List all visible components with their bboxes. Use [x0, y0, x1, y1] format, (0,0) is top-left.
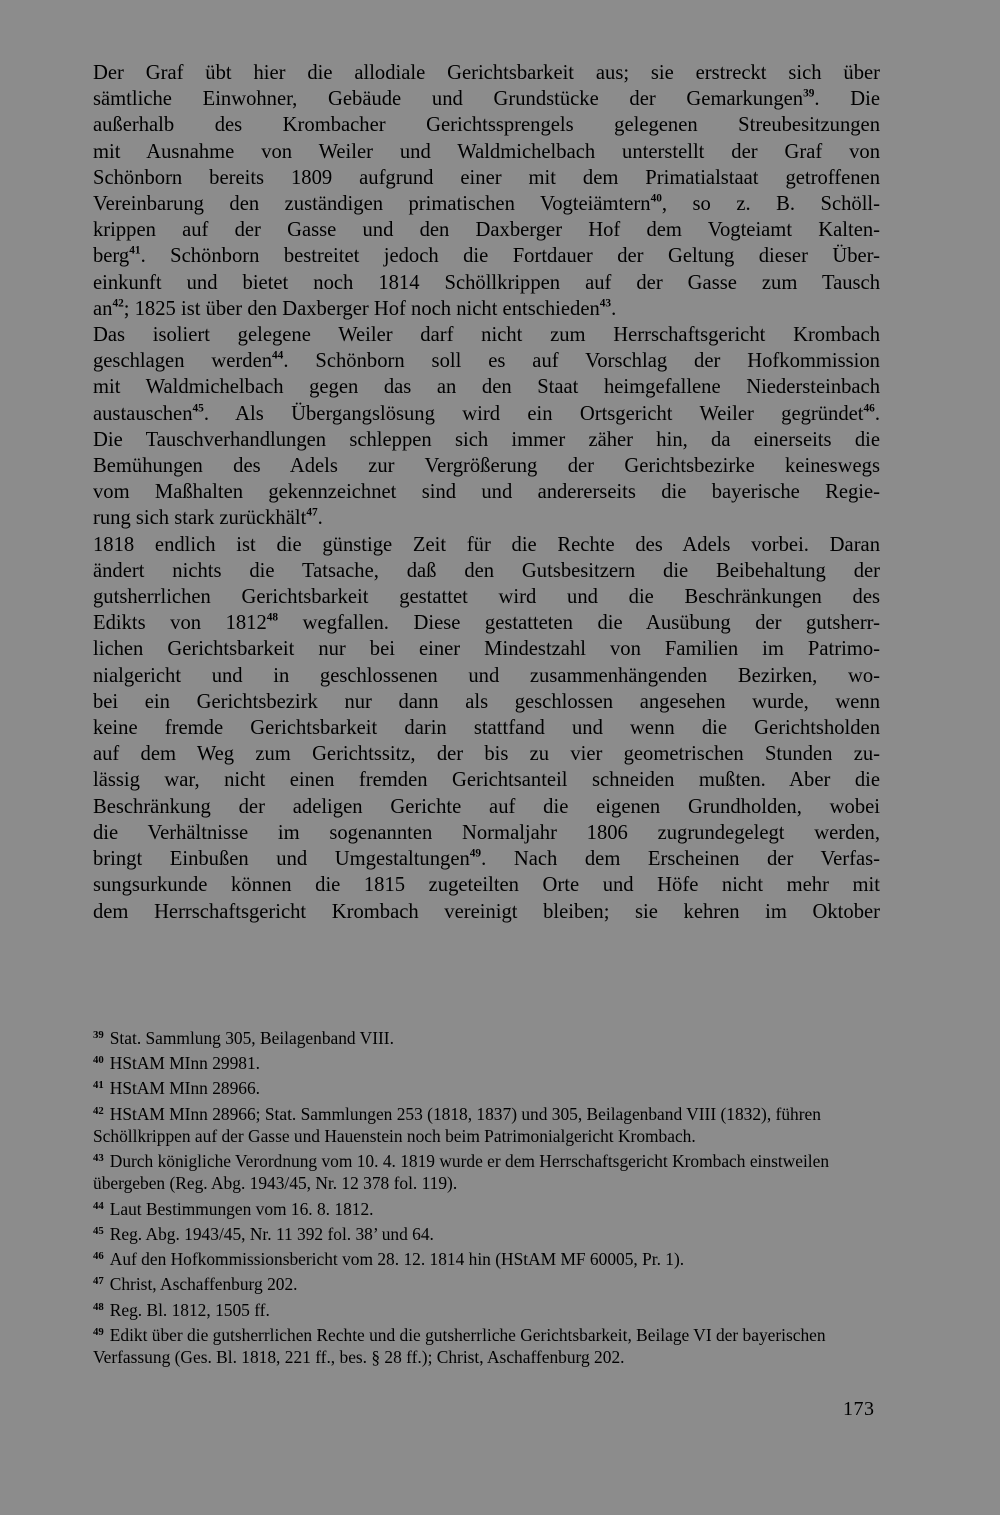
text-line: rung sich stark zurückhält$^{47}$.: [93, 506, 323, 530]
footnote-text: Reg. Bl. 1812, 1505 ff.: [109, 1299, 270, 1320]
footnote-ref[interactable]: 45: [192, 402, 204, 415]
footnote-number: 46: [93, 1250, 104, 1263]
footnote: [93, 1321, 880, 1369]
text-line: Beschränkung der adeligen Gerichte auf die eigenen Grundholden, wobei: [93, 795, 880, 818]
footnote-text: HStAM MInn 28966; Stat. Sammlungen 253 (1818, 1837) und 305, Beilagenband VIII (1832), führen Schöllkrippen auf der Gasse und Hauenstein noch beim Patrimonialgericht Krombach.: [93, 1103, 821, 1146]
footnote-text: Stat. Sammlung 305, Beilagenband VIII.: [109, 1027, 394, 1048]
footnote-text: Edikt über die gutsherrlichen Rechte und die gutsherrliche Gerichtsbarkeit, Beilage VI der bayerischen Verfassung (Ges. Bl. 1818, 221 ff., bes. § 28 ff.); Christ, Aschaffenburg 202.: [93, 1324, 826, 1367]
text-line: bringt Einbußen und Umgestaltungen$^{49}$. Nach dem Erscheinen der Verfas-: [93, 847, 880, 871]
text-line: bei ein Gerichtsbezirk nur dann als geschlossen angesehen wurde, wenn: [93, 690, 880, 713]
footnote-ref[interactable]: 41: [129, 244, 141, 257]
footnote-text: Auf den Hofkommissionsbericht vom 28. 12. 1814 hin (HStAM MF 60005, Pr. 1).: [109, 1249, 685, 1270]
footnote: [93, 1049, 880, 1074]
text-line: ändert nichts die Tatsache, daß den Gutsbesitzern die Beibehaltung der: [93, 559, 880, 582]
text-line: austauschen$^{45}$. Als Übergangslösung wird ein Ortsgericht Weiler gegründet$^{46}$.: [93, 402, 880, 425]
text-line: lichen Gerichtsbarkeit nur bei einer Mindestzahl von Familien im Patrimo-: [93, 638, 880, 661]
footnote-ref[interactable]: 39: [803, 87, 815, 100]
footnote-text: HStAM MInn 29981.: [109, 1053, 261, 1074]
text-line: $an^{42}$; 1825 ist über den Daxberger Hof noch nicht entschieden$^{43}$.: [93, 297, 617, 320]
text-line: Der Graf übt hier die allodiale Gerichtsbarkeit aus; sie erstreckt sich über: [93, 62, 880, 84]
footnote-number: 49: [93, 1325, 104, 1338]
footnote-number: 39: [93, 1029, 104, 1041]
footnote-number: 45: [93, 1224, 104, 1237]
text-line: Edikts von 1812$^{48}$ wegfallen. Diese gestatteten die Ausübung der gutsherr-: [93, 611, 880, 635]
footnote-number: 47: [93, 1275, 104, 1288]
footnote-number: 48: [93, 1300, 104, 1313]
footnote: [93, 1147, 880, 1195]
footnote-text: Christ, Aschaffenburg 202.: [109, 1274, 298, 1295]
footnote-ref[interactable]: 49: [469, 847, 482, 860]
text-line: Schönborn bereits 1809 aufgrund einer mit dem Primatialstaat getroffenen: [93, 166, 880, 189]
text-line: 1818 endlich ist die günstige Zeit für die Rechte des Adels vorbei. Daran: [93, 533, 880, 556]
text-line: geschlagen werden$^{44}$. Schönborn soll es auf Vorschlag der Hofkommission: [93, 349, 880, 373]
text-line: Die Tauschverhandlungen schleppen sich immer zäher hin, da einerseits die: [93, 428, 880, 451]
footnote-text: Durch königliche Verordnung vom 10. 4. 1819 wurde er dem Herrschaftsgericht Krombach einstweilen übergeben (Reg. Abg. 1943/45, Nr. 12 378 fol. 119).: [93, 1151, 830, 1194]
footnote: [93, 1245, 880, 1270]
text-line: Das isoliert gelegene Weiler darf nicht zum Herrschaftsgericht Krombach: [93, 324, 880, 347]
paragraph-3: [93, 532, 880, 925]
footnotes: [93, 1024, 880, 1368]
text-line: auf dem Weg zum Gerichtssitz, der bis zu vier geometrischen Stunden zu-: [93, 743, 880, 766]
footnote-ref[interactable]: 47: [306, 506, 318, 519]
footnote-number: 43: [93, 1152, 104, 1165]
text-line: berg$^{41}$. Schönborn bestreitet jedoch die Fortdauer der Geltung dieser Über-: [93, 244, 880, 268]
footnote-number: 44: [93, 1199, 104, 1212]
footnote-text: HStAM MInn 28966.: [109, 1078, 261, 1099]
text-line: Vereinbarung den zuständigen primatischen Vogteiämtern$^{40}$, so z. B. Schöll-: [93, 192, 880, 216]
footnote-ref[interactable]: 48: [266, 611, 279, 624]
text-line: lässig war, nicht einen fremden Gerichtsanteil schneiden mußten. Aber die: [93, 769, 880, 792]
footnote: [93, 1220, 880, 1245]
main-text: [93, 60, 880, 925]
footnote: [93, 1270, 880, 1295]
footnote: [93, 1296, 880, 1321]
footnote-ref[interactable]: 43: [599, 297, 612, 310]
text-line: krippen auf der Gasse und den Daxberger Hof dem Vogteiamt Kalten-: [93, 219, 880, 242]
footnote-ref[interactable]: 40: [650, 192, 662, 205]
text-line: gutsherrlichen Gerichtsbarkeit gestattet wird und die Beschränkungen des: [93, 586, 880, 609]
footnote-ref[interactable]: 44: [272, 349, 284, 362]
text-line: mit Ausnahme von Weiler und Waldmichelbach unterstellt der Graf von: [93, 140, 880, 163]
paragraph-2: [93, 322, 880, 532]
text-line: Bemühungen des Adels zur Vergrößerung der Gerichtsbezirke keineswegs: [93, 455, 880, 478]
footnote: [93, 1074, 880, 1099]
text-line: sungsurkunde können die 1815 zugeteilten Orte und Höfe nicht mehr mit: [93, 874, 880, 897]
footnote-number: 42: [93, 1104, 104, 1117]
text-line: dem Herrschaftsgericht Krombach vereinigt bleiben; sie kehren im Oktober: [93, 900, 880, 923]
footnote-text: Laut Bestimmungen vom 16. 8. 1812.: [109, 1198, 374, 1219]
text-line: außerhalb des Krombacher Gerichtssprengels gelegenen Streubesitzungen: [93, 114, 880, 137]
footnote: [93, 1195, 880, 1220]
paragraph-1: [93, 60, 880, 322]
footnote-number: 40: [93, 1054, 104, 1067]
footnote-number: 41: [93, 1079, 104, 1092]
text-line: vom Maßhalten gekennzeichnet sind und andererseits die bayerische Regie-: [93, 481, 880, 504]
text-line: einkunft und bietet noch 1814 Schöllkrippen auf der Gasse zum Tausch: [93, 271, 880, 294]
footnote-ref[interactable]: 46: [863, 402, 875, 415]
footnote-text: Reg. Abg. 1943/45, Nr. 11 392 fol. 38’ und 64.: [109, 1223, 434, 1244]
text-line: nialgericht und in geschlossenen und zusammenhängenden Bezirken, wo-: [93, 664, 880, 687]
text-line: mit Waldmichelbach gegen das an den Staat heimgefallene Niedersteinbach: [93, 376, 880, 399]
text-line: keine fremde Gerichtsbarkeit darin stattfand und wenn die Gerichtsholden: [93, 717, 880, 740]
text-line: die Verhältnisse im sogenannten Normaljahr 1806 zugrundegelegt werden,: [93, 821, 880, 844]
page-number: 173: [843, 1398, 875, 1420]
footnote-ref[interactable]: 42: [112, 297, 124, 310]
footnote: [93, 1100, 880, 1148]
text-line: sämtliche Einwohner, Gebäude und Grundstücke der Gemarkungen$^{39}$. Die: [93, 87, 881, 111]
footnote: [93, 1024, 880, 1049]
